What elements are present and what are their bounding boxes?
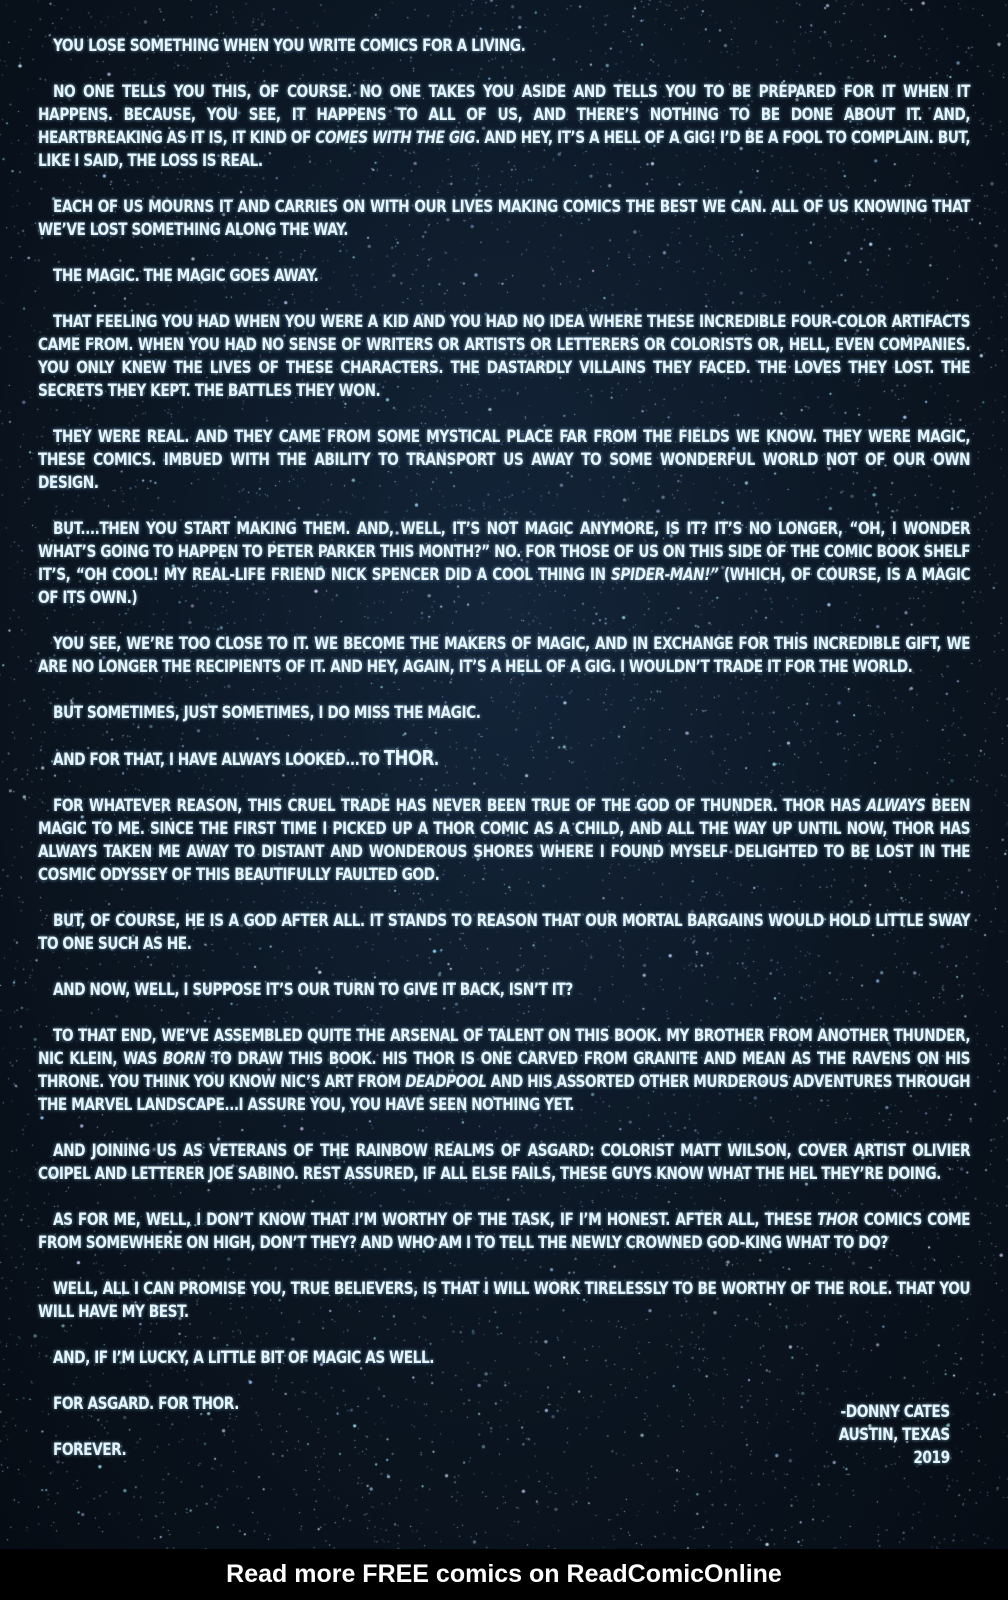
paragraph-13: AND NOW, WELL, I SUPPOSE IT’S OUR TURN TO GIVE IT BACK, ISN’T IT?: [52, 980, 573, 999]
paragraph-14: TO THAT END, WE’VE ASSEMBLED QUITE THE ARSENAL OF TALENT ON THIS BOOK. MY BROTHER FROM ANOTHER THUNDER, NIC KLEIN, WAS BORN TO DRAW THIS BOOK. HIS THOR IS ONE CARVED FROM GRANITE AND MEAN AS THE RAVENS ON HIS THRONE. YOU THINK YOU KNOW NIC’S ART FROM DEADPOOL AND HIS ASSORTED OTHER MURDEROUS ADVENTURES THROUGH THE MARVEL LANDSCAPE...I ASSURE YOU, YOU HAVE SEEN NOTHING YET.: [38, 1026, 971, 1114]
paragraph-6: THEY WERE REAL. AND THEY CAME FROM SOME MYSTICAL PLACE FAR FROM THE FIELDS WE KNOW. THEY WERE MAGIC, THESE COMICS. IMBUED WITH THE ABILITY TO TRANSPORT US AWAY TO SOME WONDERFUL WORLD NOT OF OUR OWN DESIGN.: [38, 427, 971, 492]
emphasis-text: COMES WITH THE GIG: [315, 128, 476, 147]
thor-title: THOR: [383, 746, 434, 770]
emphasis-text: ALWAYS: [866, 796, 926, 815]
author-name: -DONNY CATES: [840, 1402, 950, 1421]
paragraph-10: AND FOR THAT, I HAVE ALWAYS LOOKED...TO THOR.: [52, 746, 439, 770]
paragraph-9: BUT SOMETIMES, JUST SOMETIMES, I DO MISS THE MAGIC.: [52, 703, 481, 722]
paragraph-4: THE MAGIC. THE MAGIC GOES AWAY.: [52, 266, 319, 285]
editorial-letter: [38, 34, 970, 1484]
emphasis-text: THOR: [817, 1210, 859, 1229]
paragraph-8: YOU SEE, WE’RE TOO CLOSE TO IT. WE BECOME THE MAKERS OF MAGIC, AND IN EXCHANGE FOR THIS INCREDIBLE GIFT, WE ARE NO LONGER THE RECIPIENTS OF IT. AND HEY, AGAIN, IT’S A HELL OF A GIG. I WOULDN’T TRADE IT FOR THE WORLD.: [38, 634, 971, 676]
author-location: AUSTIN, TEXAS: [839, 1425, 950, 1444]
paragraph-19: FOR ASGARD. FOR THOR.: [52, 1394, 239, 1413]
paragraph-11: FOR WHATEVER REASON, THIS CRUEL TRADE HAS NEVER BEEN TRUE OF THE GOD OF THUNDER. THOR HAS ALWAYS BEEN MAGIC TO ME. SINCE THE FIRST TIME I PICKED UP A THOR COMIC AS A CHILD, AND ALL THE WAY UP UNTIL NOW, THOR HAS ALWAYS TAKEN ME AWAY TO DISTANT AND WONDEROUS SHORES WHERE I FOUND MYSELF DELIGHTED TO BE LOST IN THE COSMIC ODYSSEY OF THIS BEAUTIFULLY FAULTED GOD.: [38, 796, 971, 884]
signature-block: [839, 1400, 950, 1469]
emphasis-text: DEADPOOL: [405, 1072, 487, 1091]
paragraph-2: NO ONE TELLS YOU THIS, OF COURSE. NO ONE TAKES YOU ASIDE AND TELLS YOU TO BE PREPARED FOR IT WHEN IT HAPPENS. BECAUSE, YOU SEE, IT HAPPENS TO ALL OF US, AND THERE’S NOTHING TO BE DONE ABOUT IT. AND, HEARTBREAKING AS IT IS, IT KIND OF COMES WITH THE GIG. AND HEY, IT’S A HELL OF A GIG! I’D BE A FOOL TO COMPLAIN. BUT, LIKE I SAID, THE LOSS IS REAL.: [38, 82, 971, 170]
paragraph-7: BUT....THEN YOU START MAKING THEM. AND, WELL, IT’S NOT MAGIC ANYMORE, IS IT? IT’S NO LONGER, “OH, I WONDER WHAT’S GOING TO HAPPEN TO PETER PARKER THIS MONTH?” NO. FOR THOSE OF US ON THIS SIDE OF THE COMIC BOOK SHELF IT’S, “OH COOL! MY REAL-LIFE FRIEND NICK SPENCER DID A COOL THING IN SPIDER-MAN!” (WHICH, OF COURSE, IS A MAGIC OF ITS OWN.): [38, 519, 971, 607]
read-more-link[interactable]: Read more FREE comics on ReadComicOnline: [226, 1560, 782, 1588]
paragraph-20: FOREVER.: [52, 1440, 127, 1459]
paragraph-5: THAT FEELING YOU HAD WHEN YOU WERE A KID AND YOU HAD NO IDEA WHERE THESE INCREDIBLE FOUR-COLOR ARTIFACTS CAME FROM. WHEN YOU HAD NO SENSE OF WRITERS OR ARTISTS OR LETTERERS OR COLORISTS OR, HELL, EVEN COMPANIES. YOU ONLY KNEW THE LIVES OF THESE CHARACTERS. THE DASTARDLY VILLAINS THEY FACED. THE LOVES THEY LOST. THE SECRETS THEY KEPT. THE BATTLES THEY WON.: [38, 312, 971, 400]
paragraph-16: AS FOR ME, WELL, I DON’T KNOW THAT I’M WORTHY OF THE TASK, IF I’M HONEST. AFTER ALL, THESE THOR COMICS COME FROM SOMEWHERE ON HIGH, DON’T THEY? AND WHO AM I TO TELL THE NEWLY CROWNED GOD-KING WHAT TO DO?: [38, 1210, 971, 1252]
paragraph-12: BUT, OF COURSE, HE IS A GOD AFTER ALL. IT STANDS TO REASON THAT OUR MORTAL BARGAINS WOULD HOLD LITTLE SWAY TO ONE SUCH AS HE.: [38, 911, 971, 953]
emphasis-text: BORN: [162, 1049, 206, 1068]
letter-year: 2019: [913, 1448, 950, 1467]
footer-banner: [0, 1549, 1008, 1600]
emphasis-text: SPIDER-MAN!”: [610, 565, 719, 584]
paragraph-1: YOU LOSE SOMETHING WHEN YOU WRITE COMICS FOR A LIVING.: [52, 36, 526, 55]
paragraph-15: AND JOINING US AS VETERANS OF THE RAINBOW REALMS OF ASGARD: COLORIST MATT WILSON, COVER ARTIST OLIVIER COIPEL AND LETTERER JOE SABINO. REST ASSURED, IF ALL ELSE FAILS, THESE GUYS KNOW WHAT THE HEL THEY’RE DOING.: [38, 1141, 971, 1183]
paragraph-3: EACH OF US MOURNS IT AND CARRIES ON WITH OUR LIVES MAKING COMICS THE BEST WE CAN. ALL OF US KNOWING THAT WE’VE LOST SOMETHING ALONG THE WAY.: [38, 197, 971, 239]
paragraph-18: AND, IF I’M LUCKY, A LITTLE BIT OF MAGIC AS WELL.: [52, 1348, 434, 1367]
paragraph-17: WELL, ALL I CAN PROMISE YOU, TRUE BELIEVERS, IS THAT I WILL WORK TIRELESSLY TO BE WORTHY OF THE ROLE. THAT YOU WILL HAVE MY BEST.: [38, 1279, 971, 1321]
